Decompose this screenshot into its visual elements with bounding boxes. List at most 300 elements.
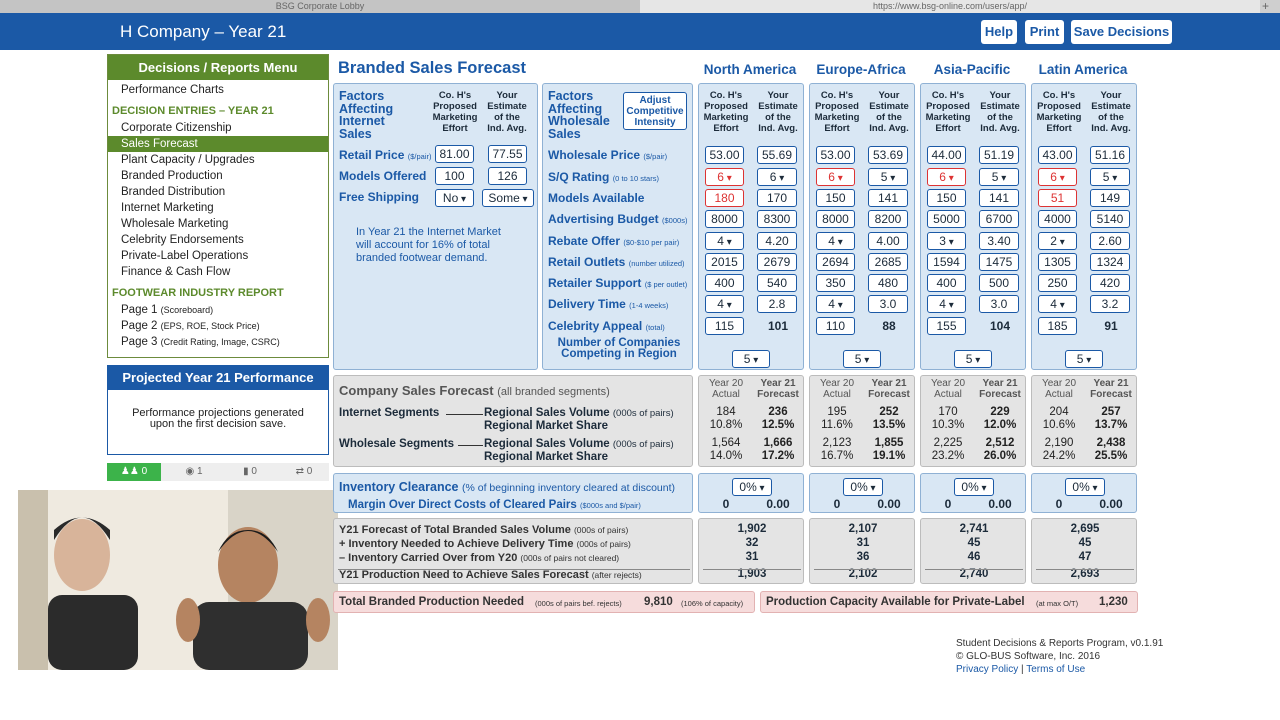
region-co-input-6[interactable]: 250 [1038, 274, 1077, 292]
terms-link[interactable]: Terms of Use [1026, 664, 1086, 675]
region-co-header [812, 90, 862, 134]
forecast-row-text: – Inventory Carried Over from Y20 [339, 552, 518, 564]
year20-value: 170 [938, 406, 958, 418]
year21-value: 26.0% [983, 450, 1017, 462]
retail-price-input[interactable]: 81.00 [435, 145, 474, 163]
volume-unit: (000s of pairs) [612, 408, 674, 419]
year20-header-line: Year 20 [1041, 378, 1077, 389]
year20-col [701, 378, 751, 400]
private-label-unit: (at max O/T) [1036, 599, 1079, 608]
wholesale-row-text: Rebate Offer [548, 234, 621, 248]
wholesale-title-line: Factors [548, 89, 594, 103]
region-co-input-1[interactable]: 6 ▾ [1038, 168, 1077, 186]
competing-companies-label [549, 338, 689, 360]
webcam-video-image [18, 490, 338, 670]
clearance-select[interactable]: 0% ▾ [954, 478, 994, 496]
sync-count: 0 [306, 466, 313, 477]
col-header-line: Ind. Avg. [758, 123, 798, 134]
col-header-line: Effort [713, 123, 739, 134]
col-header-line: Proposed [1037, 101, 1081, 112]
year21-value: 17.2% [761, 450, 795, 462]
region-co-header [701, 90, 751, 134]
region-sales-latin-america [1031, 375, 1137, 467]
webcam-overlay [18, 490, 338, 670]
forecast-value: 31 [856, 537, 870, 549]
year21-header-line: Forecast [979, 389, 1021, 400]
clearance-margin-b: 0.00 [766, 497, 790, 511]
report-pages-list [108, 302, 328, 350]
clearance-title: Inventory Clearance [339, 480, 459, 494]
menu-item-report-page-2[interactable] [108, 318, 328, 334]
wholesale-volume-label [484, 438, 674, 450]
region-co-input-6[interactable]: 400 [927, 274, 966, 292]
region-avg-input-6[interactable]: 500 [979, 274, 1019, 292]
wholesale-row-text: Celebrity Appeal [548, 319, 643, 333]
wholesale-segments-label: Wholesale Segments [339, 438, 455, 450]
clearance-margin-a: 0 [833, 497, 841, 511]
margin-text: Margin Over Direct Costs of Cleared Pairs [348, 499, 577, 511]
total-divider [338, 569, 690, 570]
footer [956, 637, 1163, 676]
internet-market-note [356, 226, 501, 265]
wholesale-row-label [548, 149, 667, 163]
clearance-margin-b: 0.00 [877, 497, 901, 511]
year20-value: 10.8% [709, 419, 743, 431]
footer-links [956, 663, 1163, 676]
forecast-row-unit: (000s of pairs) [573, 525, 629, 535]
celebrity-appeal-input[interactable]: 185 [1038, 317, 1077, 335]
region-co-input-3[interactable]: 8000 [816, 210, 855, 228]
region-co-input-4[interactable]: 3 ▾ [927, 232, 966, 250]
forecast-value: 31 [745, 551, 759, 563]
year20-header-line: Year 20 [930, 378, 966, 389]
forecast-value: 2,102 [848, 568, 878, 580]
volume-text: Regional Sales Volume [484, 407, 610, 419]
col-header-line: Estimate [980, 101, 1020, 112]
wholesale-row-text: Advertising Budget [548, 212, 659, 226]
status-bar [107, 463, 329, 481]
internet-title-line: Affecting [339, 101, 394, 116]
region-co-header [923, 90, 973, 134]
region-avg-input-4[interactable]: 4.00 [868, 232, 908, 250]
private-label-capacity-panel [760, 591, 1138, 613]
internet-avg-header [481, 90, 533, 134]
wholesale-title-line: Wholesale [548, 114, 610, 128]
menu-item-wholesale-marketing[interactable]: Wholesale Marketing [121, 218, 229, 230]
report-page-label: Page 2 [121, 320, 158, 332]
clearance-select[interactable]: 0% ▾ [843, 478, 883, 496]
clearance-margin-b: 0.00 [988, 497, 1012, 511]
region-avg-input-6[interactable]: 540 [757, 274, 797, 292]
models-offered-avg-input[interactable]: 126 [488, 167, 527, 185]
col-header-line: Proposed [433, 101, 477, 112]
region-avg-input-7[interactable]: 3.0 [979, 295, 1019, 313]
year21-value: 252 [879, 406, 899, 418]
region-avg-input-6[interactable]: 420 [1090, 274, 1130, 292]
region-co-input-7[interactable]: 4 ▾ [927, 295, 966, 313]
wholesale-row-unit: ($/pair) [643, 152, 668, 161]
url-bar[interactable]: https://www.bsg-online.com/users/app/ [640, 0, 1260, 13]
year21-value: 2,512 [985, 437, 1015, 449]
region-avg-input-0[interactable]: 55.69 [757, 146, 797, 164]
year20-value: 2,225 [933, 437, 963, 449]
region-co-input-5[interactable]: 1305 [1038, 253, 1077, 271]
col-header-line: Marketing [925, 112, 971, 123]
year20-value: 10.6% [1042, 419, 1076, 431]
region-co-input-4[interactable]: 2 ▾ [1038, 232, 1077, 250]
wholesale-row-text: Delivery Time [548, 297, 626, 311]
internet-title-line: Factors [339, 89, 385, 103]
year21-value: 1,855 [874, 437, 904, 449]
region-co-input-1[interactable]: 6 ▾ [705, 168, 744, 186]
region-title-asia-pacific: Asia-Pacific [933, 62, 1011, 77]
year20-value: 14.0% [709, 450, 743, 462]
region-forecast-europe-africa [809, 518, 915, 584]
region-forecast-latin-america [1031, 518, 1137, 584]
region-avg-input-5[interactable]: 1475 [979, 253, 1019, 271]
wholesale-row-label [548, 213, 687, 227]
wholesale-factors-panel [542, 83, 693, 370]
region-avg-input-3[interactable]: 6700 [979, 210, 1019, 228]
projected-performance-panel [107, 365, 329, 455]
competing-count-select[interactable]: 5 ▾ [732, 350, 770, 368]
region-co-input-6[interactable]: 400 [705, 274, 744, 292]
browser-tab[interactable]: BSG Corporate Lobby [0, 0, 640, 13]
forecast-row-label [339, 552, 619, 564]
print-button[interactable]: Print [1025, 20, 1064, 44]
region-avg-input-5[interactable]: 2679 [757, 253, 797, 271]
year20-value: 204 [1049, 406, 1069, 418]
region-avg-input-7[interactable]: 2.8 [757, 295, 797, 313]
forecast-value: 36 [856, 551, 870, 563]
online-users[interactable] [107, 463, 161, 481]
region-panel-latin-america [1031, 83, 1137, 370]
region-avg-input-0[interactable]: 53.69 [868, 146, 908, 164]
internet-factors-panel [333, 83, 538, 370]
save-decisions-button[interactable]: Save Decisions [1071, 20, 1172, 44]
forecast-value: 2,740 [959, 568, 989, 580]
forecast-row-label [339, 569, 642, 581]
region-co-input-2[interactable]: 51 [1038, 189, 1077, 207]
year20-value: 1,564 [711, 437, 741, 449]
year20-value: 184 [716, 406, 736, 418]
col-header-line: Ind. Avg. [1091, 123, 1131, 134]
new-tab-button[interactable]: + [1262, 0, 1270, 13]
region-avg-header [975, 90, 1025, 134]
year20-col [923, 378, 973, 400]
clearance-margin-a: 0 [1055, 497, 1063, 511]
col-header-line: Marketing [703, 112, 749, 123]
help-button[interactable]: Help [981, 20, 1017, 44]
company-title: H Company – Year 21 [120, 22, 287, 41]
privacy-link[interactable]: Privacy Policy [956, 664, 1019, 675]
year20-value: 11.6% [821, 419, 853, 431]
region-avg-input-3[interactable]: 5140 [1090, 210, 1130, 228]
menu-item-private-label-operations[interactable]: Private-Label Operations [121, 250, 249, 262]
clearance-margin-label [348, 499, 641, 512]
menu-item-finance-cash-flow[interactable]: Finance & Cash Flow [121, 266, 231, 278]
models-offered-input[interactable]: 100 [435, 167, 474, 185]
region-avg-input-7[interactable]: 3.0 [868, 295, 908, 313]
region-avg-input-7[interactable]: 3.2 [1090, 295, 1130, 313]
region-co-input-2[interactable]: 150 [927, 189, 966, 207]
page-title: Branded Sales Forecast [338, 59, 526, 77]
forecast-row-text: Y21 Forecast of Total Branded Sales Volume [339, 524, 571, 536]
col-header-line: Ind. Avg. [980, 123, 1020, 134]
year21-value: 19.1% [872, 450, 906, 462]
region-sales-north-america [698, 375, 804, 467]
forecast-row-unit: (000s of pairs not cleared) [520, 553, 620, 563]
region-avg-input-5[interactable]: 1324 [1090, 253, 1130, 271]
region-co-header [1034, 90, 1084, 134]
retail-price-text: Retail Price [339, 148, 405, 162]
region-avg-input-1[interactable]: 5 ▾ [979, 168, 1019, 186]
forecast-value: 45 [967, 537, 981, 549]
region-avg-input-1[interactable]: 5 ▾ [868, 168, 908, 186]
region-co-input-5[interactable]: 2694 [816, 253, 855, 271]
adjust-line: Adjust [639, 95, 671, 106]
forecast-value: 2,695 [1070, 523, 1100, 535]
region-co-input-3[interactable]: 5000 [927, 210, 966, 228]
menu-item-sales-forecast[interactable]: Sales Forecast [108, 136, 328, 152]
forecast-row-text: + Inventory Needed to Achieve Delivery Time [339, 538, 574, 550]
region-clearance-north-america [698, 473, 804, 513]
region-avg-header [864, 90, 914, 134]
forecast-divider [925, 569, 1023, 570]
year21-value: 257 [1101, 406, 1121, 418]
region-co-input-7[interactable]: 4 ▾ [1038, 295, 1077, 313]
menu-item-internet-marketing[interactable]: Internet Marketing [121, 202, 214, 214]
app-header [0, 13, 1280, 50]
users-count: 0 [141, 466, 148, 477]
year20-col [812, 378, 862, 400]
region-avg-header [753, 90, 803, 134]
region-avg-input-6[interactable]: 480 [868, 274, 908, 292]
year21-col [975, 378, 1025, 400]
col-header-line: Ind. Avg. [869, 123, 909, 134]
retail-price-unit: ($/pair) [407, 152, 432, 161]
year20-header-line: Actual [934, 389, 962, 400]
total-production-value: 9,810 [644, 596, 673, 608]
wholesale-factors-title [548, 90, 610, 140]
region-avg-input-4[interactable]: 3.40 [979, 232, 1019, 250]
col-header-line: Co. H's [820, 90, 854, 101]
celebrity-appeal-avg: 104 [989, 319, 1011, 333]
forecast-row-label [339, 538, 631, 550]
chat-count: 1 [196, 466, 203, 477]
region-avg-input-1[interactable]: 6 ▾ [757, 168, 797, 186]
region-avg-input-2[interactable]: 170 [757, 189, 797, 207]
region-co-input-5[interactable]: 2015 [705, 253, 744, 271]
retail-price-avg-input[interactable]: 77.55 [488, 145, 527, 163]
region-avg-input-1[interactable]: 5 ▾ [1090, 168, 1130, 186]
year20-header-line: Actual [1045, 389, 1073, 400]
mic-count: 0 [251, 466, 257, 477]
company-sales-forecast-panel [333, 375, 693, 467]
menu-title: Decisions / Reports Menu [108, 55, 328, 80]
wholesale-row-unit: (0 to 10 stars) [612, 174, 659, 183]
region-forecast-north-america [698, 518, 804, 584]
report-page-sub: (Scoreboard) [160, 305, 214, 315]
region-avg-input-4[interactable]: 4.20 [757, 232, 797, 250]
region-avg-input-0[interactable]: 51.19 [979, 146, 1019, 164]
col-header-line: of the [1098, 112, 1124, 123]
private-label-label: Production Capacity Available for Private-Label [766, 596, 1025, 608]
wholesale-row-label [548, 235, 679, 249]
chat-icon: ◉ [185, 466, 195, 477]
wholesale-row-unit: ($ per outlet) [644, 280, 688, 289]
region-co-input-1[interactable]: 6 ▾ [816, 168, 855, 186]
company-sales-title [339, 383, 610, 398]
region-co-input-4[interactable]: 4 ▾ [816, 232, 855, 250]
retail-price-label [339, 149, 431, 163]
year21-value: 236 [768, 406, 788, 418]
region-avg-input-2[interactable]: 141 [979, 189, 1019, 207]
clearance-margin-a: 0 [944, 497, 952, 511]
clearance-select[interactable]: 0% ▾ [732, 478, 772, 496]
region-avg-input-2[interactable]: 149 [1090, 189, 1130, 207]
col-header-line: Proposed [704, 101, 748, 112]
year21-header-line: Forecast [757, 389, 799, 400]
col-header-line: of the [876, 112, 902, 123]
clearance-margin-b: 0.00 [1099, 497, 1123, 511]
col-header-line: of the [765, 112, 791, 123]
sync-status[interactable] [279, 463, 329, 481]
wholesale-row-text: Retail Outlets [548, 255, 626, 269]
region-co-input-7[interactable]: 4 ▾ [816, 295, 855, 313]
col-header-line: Effort [1046, 123, 1072, 134]
region-title-latin-america: Latin America [1038, 62, 1128, 77]
menu-item-branded-production[interactable]: Branded Production [121, 170, 223, 182]
region-avg-input-0[interactable]: 51.16 [1090, 146, 1130, 164]
decision-entries-list [108, 120, 328, 280]
menu-item-corporate-citizenship[interactable]: Corporate Citizenship [121, 122, 232, 134]
region-forecast-asia-pacific [920, 518, 1026, 584]
menu-item-celebrity-endorsements[interactable]: Celebrity Endorsements [121, 234, 244, 246]
region-co-input-2[interactable]: 150 [816, 189, 855, 207]
region-co-input-3[interactable]: 4000 [1038, 210, 1077, 228]
celebrity-appeal-input[interactable]: 115 [705, 317, 744, 335]
clearance-sub: (% of beginning inventory cleared at discount) [461, 482, 676, 494]
col-header-line: of the [987, 112, 1013, 123]
region-co-input-2[interactable]: 180 [705, 189, 744, 207]
region-co-input-6[interactable]: 350 [816, 274, 855, 292]
wholesale-row-unit: ($0-$10 per pair) [623, 238, 680, 247]
region-avg-input-3[interactable]: 8300 [757, 210, 797, 228]
competing-count-select[interactable]: 5 ▾ [954, 350, 992, 368]
year20-value: 195 [827, 406, 847, 418]
celebrity-appeal-avg: 101 [767, 319, 789, 333]
wholesale-row-label [548, 298, 668, 312]
wholesale-row-label [548, 171, 659, 185]
year21-value: 13.5% [872, 419, 906, 431]
production-need-panel [333, 518, 693, 584]
inventory-clearance-label [339, 481, 675, 494]
col-header-line: Effort [824, 123, 850, 134]
year21-value: 1,666 [763, 437, 793, 449]
mic-status[interactable] [225, 463, 275, 481]
celebrity-appeal-input[interactable]: 110 [816, 317, 855, 335]
region-co-input-0[interactable]: 43.00 [1038, 146, 1077, 164]
region-avg-input-3[interactable]: 8200 [868, 210, 908, 228]
competing-count-select[interactable]: 5 ▾ [1065, 350, 1103, 368]
region-title-north-america: North America [703, 62, 797, 77]
adjust-intensity-button[interactable] [623, 92, 687, 130]
clearance-margin-a: 0 [722, 497, 730, 511]
internet-share-label: Regional Market Share [484, 420, 608, 432]
company-sales-title-text: Company Sales Forecast [339, 383, 494, 398]
report-page-label: Page 3 [121, 336, 158, 348]
col-header-line: Proposed [815, 101, 859, 112]
report-page-label: Page 1 [121, 304, 158, 316]
wholesale-row-text: Wholesale Price [548, 148, 641, 162]
clearance-select[interactable]: 0% ▾ [1065, 478, 1105, 496]
forecast-value: 45 [1078, 537, 1092, 549]
region-co-input-4[interactable]: 4 ▾ [705, 232, 744, 250]
region-sales-asia-pacific [920, 375, 1026, 467]
region-avg-input-2[interactable]: 141 [868, 189, 908, 207]
wholesale-row-unit: (1-4 weeks) [629, 301, 669, 310]
year21-col [864, 378, 914, 400]
users-icon: ♟♟ [120, 466, 139, 477]
volume-unit: (000s of pairs) [612, 439, 674, 450]
margin-unit: ($000s and $/pair) [580, 501, 641, 510]
year20-value: 24.2% [1042, 450, 1076, 462]
year21-header-line: Year 21 [871, 378, 907, 389]
menu-item-plant-capacity-upgrades[interactable]: Plant Capacity / Upgrades [121, 154, 255, 166]
forecast-divider [1036, 569, 1134, 570]
menu-item-report-page-1[interactable] [108, 302, 328, 318]
region-co-input-0[interactable]: 44.00 [927, 146, 966, 164]
region-panel-north-america [698, 83, 804, 370]
region-co-input-5[interactable]: 1594 [927, 253, 966, 271]
forecast-row-text: Y21 Production Need to Achieve Sales Forecast [339, 569, 589, 581]
col-header-line: Estimate [758, 101, 798, 112]
year20-header-line: Year 20 [708, 378, 744, 389]
region-clearance-europe-africa [809, 473, 915, 513]
adjust-line: Intensity [634, 117, 676, 128]
note-line: will account for 16% of total [356, 239, 490, 251]
year21-value: 2,438 [1096, 437, 1126, 449]
region-co-input-0[interactable]: 53.00 [705, 146, 744, 164]
free-shipping-select[interactable]: No ▾ [435, 189, 474, 207]
free-shipping-avg-select[interactable]: Some ▾ [482, 189, 534, 207]
region-co-input-1[interactable]: 6 ▾ [927, 168, 966, 186]
region-avg-input-4[interactable]: 2.60 [1090, 232, 1130, 250]
menu-item-branded-distribution[interactable]: Branded Distribution [121, 186, 226, 198]
region-avg-input-5[interactable]: 2685 [868, 253, 908, 271]
menu-item-report-page-3[interactable] [108, 334, 328, 350]
region-co-input-3[interactable]: 8000 [705, 210, 744, 228]
celebrity-appeal-input[interactable]: 155 [927, 317, 966, 335]
region-co-input-7[interactable]: 4 ▾ [705, 295, 744, 313]
region-co-input-0[interactable]: 53.00 [816, 146, 855, 164]
year21-header-line: Forecast [1090, 389, 1132, 400]
decisions-menu [107, 54, 329, 358]
year20-value: 16.7% [820, 450, 854, 462]
volume-text: Regional Sales Volume [484, 438, 610, 450]
menu-item-performance-charts[interactable]: Performance Charts [121, 84, 224, 96]
chat-status[interactable] [169, 463, 219, 481]
year21-col [753, 378, 803, 400]
competing-count-select[interactable]: 5 ▾ [843, 350, 881, 368]
browser-bar [0, 0, 1280, 13]
competing-line: Number of Companies [557, 337, 681, 349]
col-header-line: Marketing [432, 112, 478, 123]
report-page-sub: (Credit Rating, Image, CSRC) [160, 337, 280, 347]
col-header-line: Your [496, 90, 518, 101]
col-header-line: Ind. Avg. [487, 123, 527, 134]
